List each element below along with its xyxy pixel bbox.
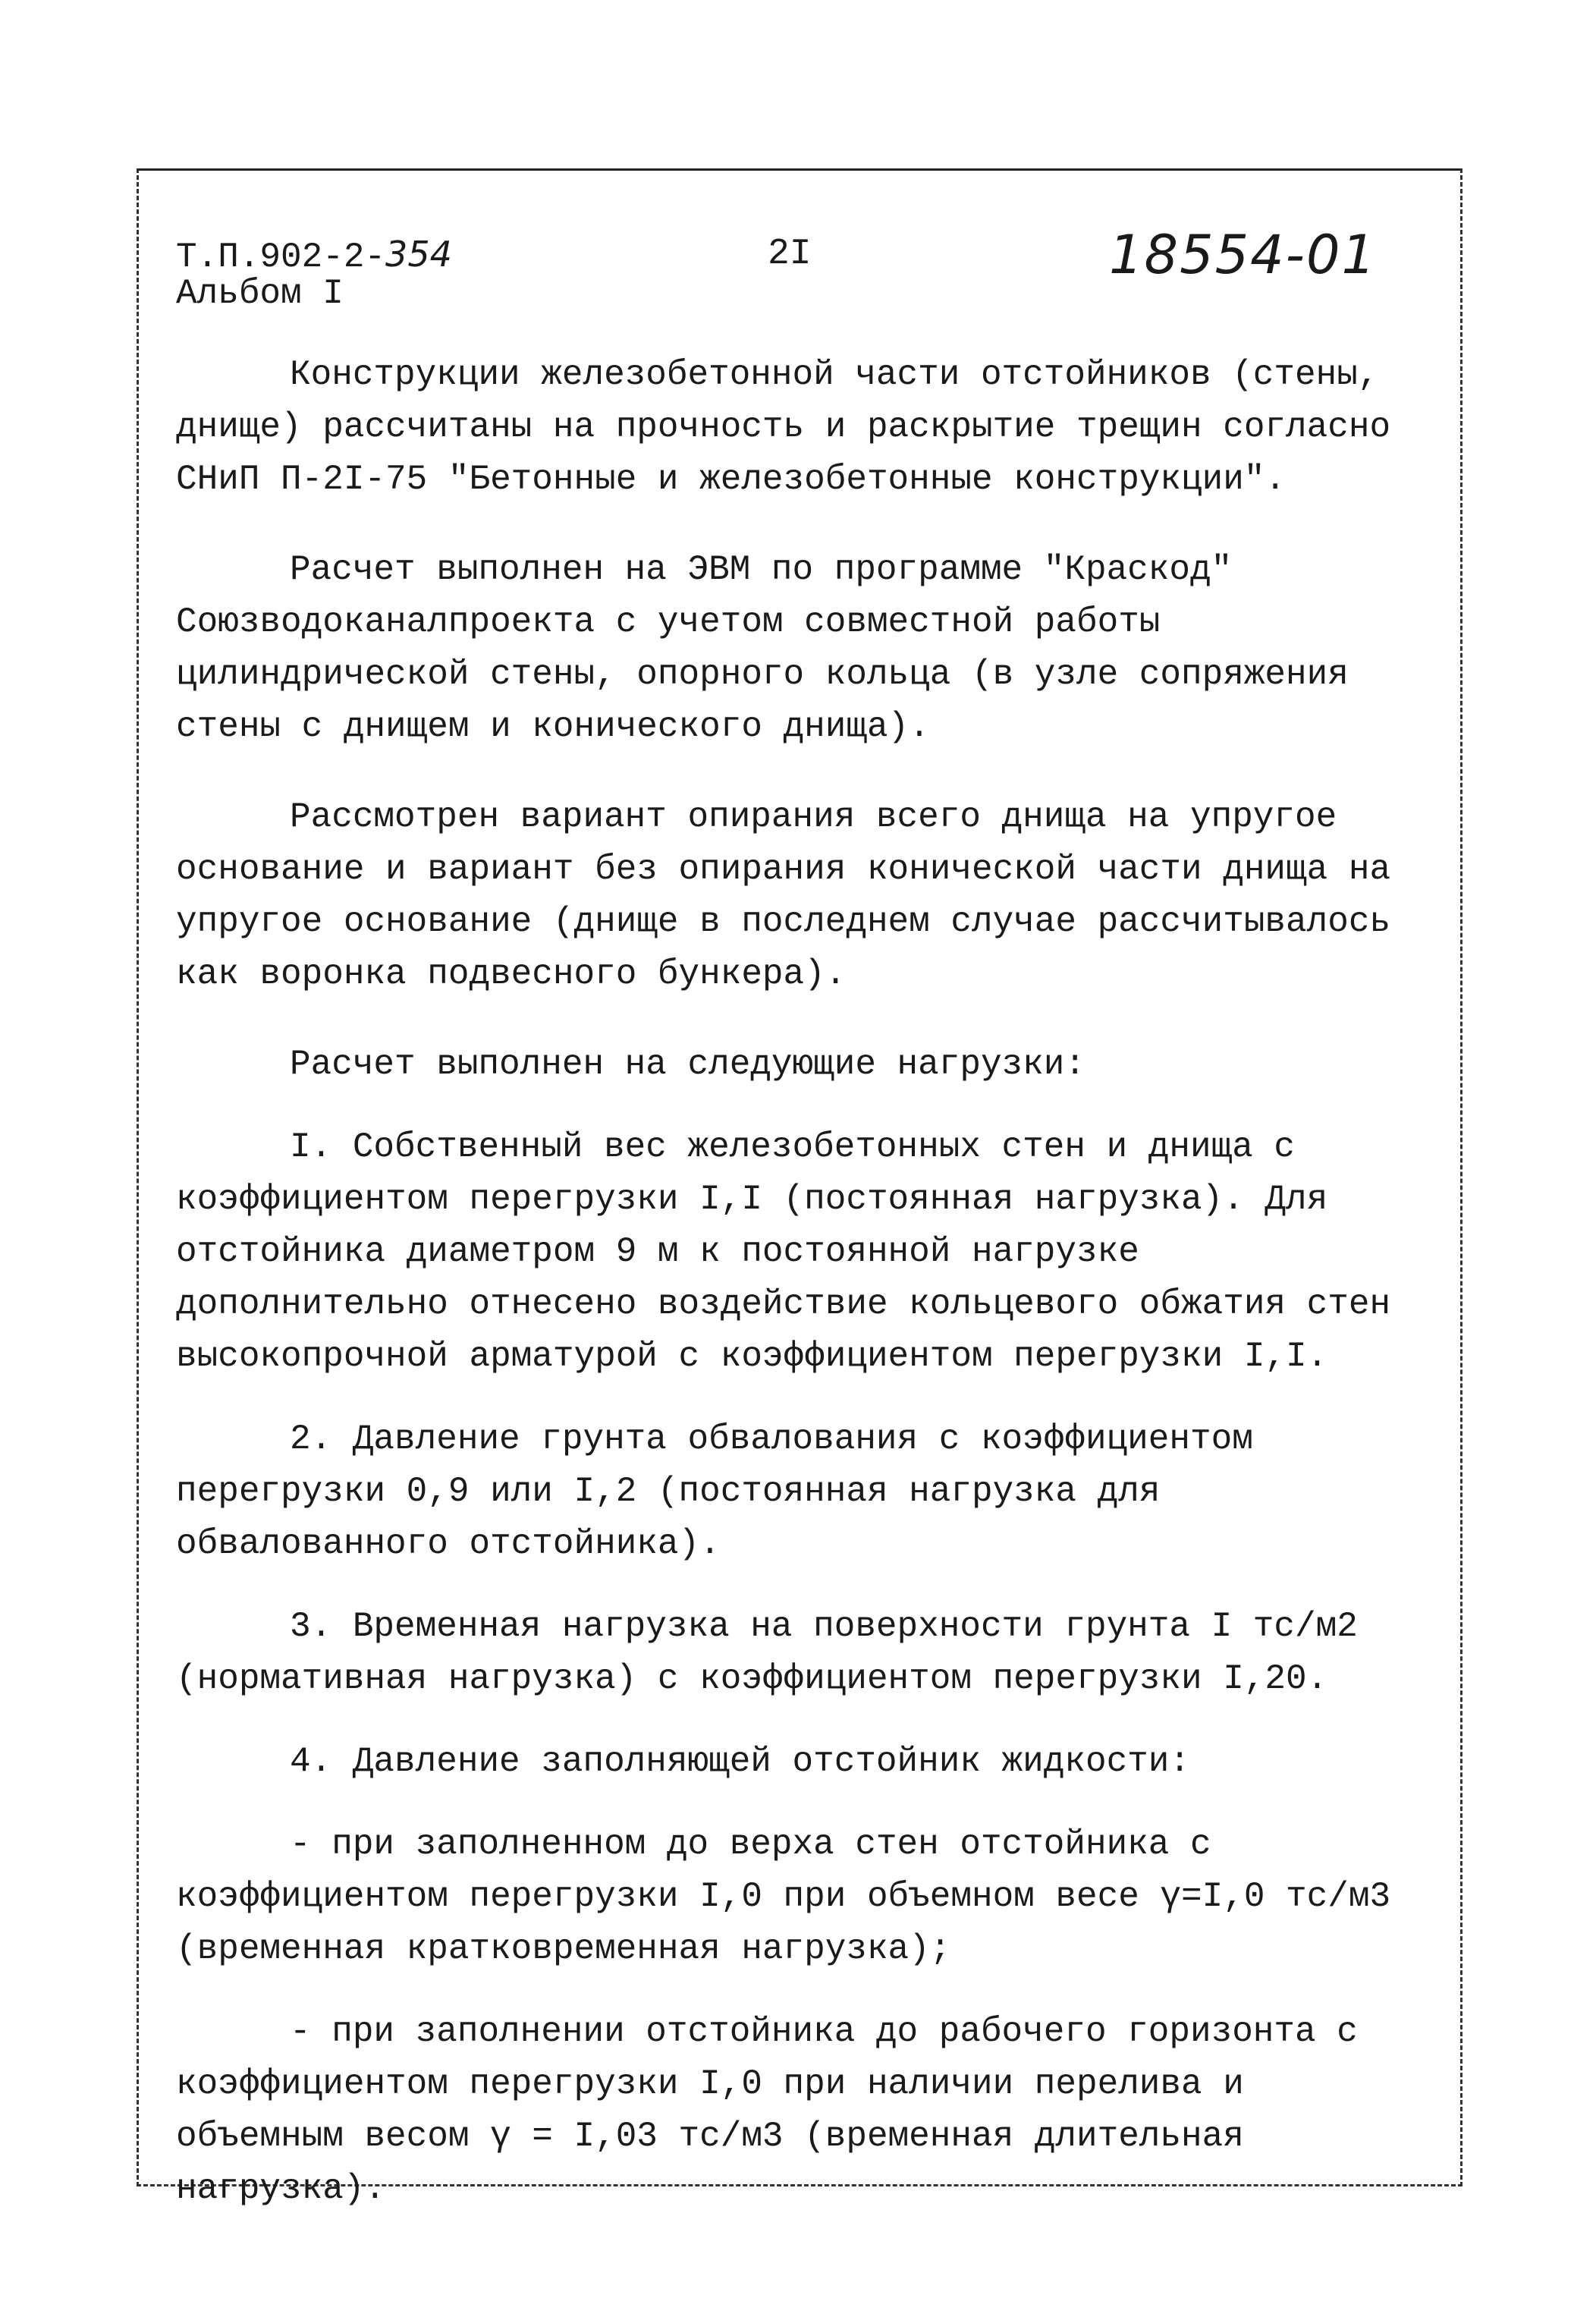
load-item-4-case-a: - при заполненном до верха стен отстойника с коэффициентом перегрузки I,0 при объемном весе γ=I,0 тс/м3 (временная кратковременная нагрузка);	[176, 1825, 1391, 1969]
project-code	[176, 235, 452, 276]
document-number: 18554-01	[1109, 224, 1378, 286]
load-item-1: I. Собственный вес железобетонных стен и днища с коэффициентом перегрузки I,I (постоянная нагрузка). Для отстойника диаметром 9 м к постоянной нагрузке дополнительно отнесено воздействие кольцевого обжатия стен высокопрочной арматурой с коэффициентом перегрузки I,I.	[176, 1127, 1391, 1376]
paragraph-calculation-method: Расчет выполнен на ЭВМ по программе "Краскод" Союзводоканалпроекта с учетом совместной работы цилиндрической стены, опорного кольца (в узле сопряжения стены с днищем и конического днища).	[176, 550, 1349, 747]
load-item-4-case-b: - при заполнении отстойника до рабочего горизонта с коэффициентом перегрузки I,0 при наличии перелива и объемным весом γ = I,03 тс/м3 (временная длительная нагрузка).	[176, 2012, 1358, 2208]
load-item-4: 4. Давление заполняющей отстойник жидкости:	[290, 1742, 1190, 1781]
project-code-printed: Т.П.902-2-	[176, 237, 386, 277]
paragraph-support-variants: Рассмотрен вариант опирания всего днища на упругое основание и вариант без опирания конической части днища на упругое основание (днище в последнем случае рассчитывалось как воронка подвесного бункера).	[176, 797, 1391, 994]
body-text	[176, 349, 1420, 2246]
album-label: Альбом I	[176, 274, 344, 313]
load-item-3: 3. Временная нагрузка на поверхности грунта I тс/м2 (нормативная нагрузка) с коэффициентом перегрузки I,20.	[176, 1607, 1358, 1699]
page-number: 2I	[768, 234, 812, 275]
paragraph-loads-intro: Расчет выполнен на следующие нагрузки:	[290, 1045, 1085, 1084]
project-code-handwritten: 354	[385, 234, 452, 275]
load-item-2: 2. Давление грунта обвалования с коэффициентом перегрузки 0,9 или I,2 (постоянная нагрузка для обвалованного отстойника).	[176, 1419, 1253, 1564]
paragraph-structures: Конструкции железобетонной части отстойников (стены, днище) рассчитаны на прочность и раскрытие трещин согласно СНиП П-2I-75 "Бетонные и железобетонные конструкции".	[176, 355, 1391, 499]
